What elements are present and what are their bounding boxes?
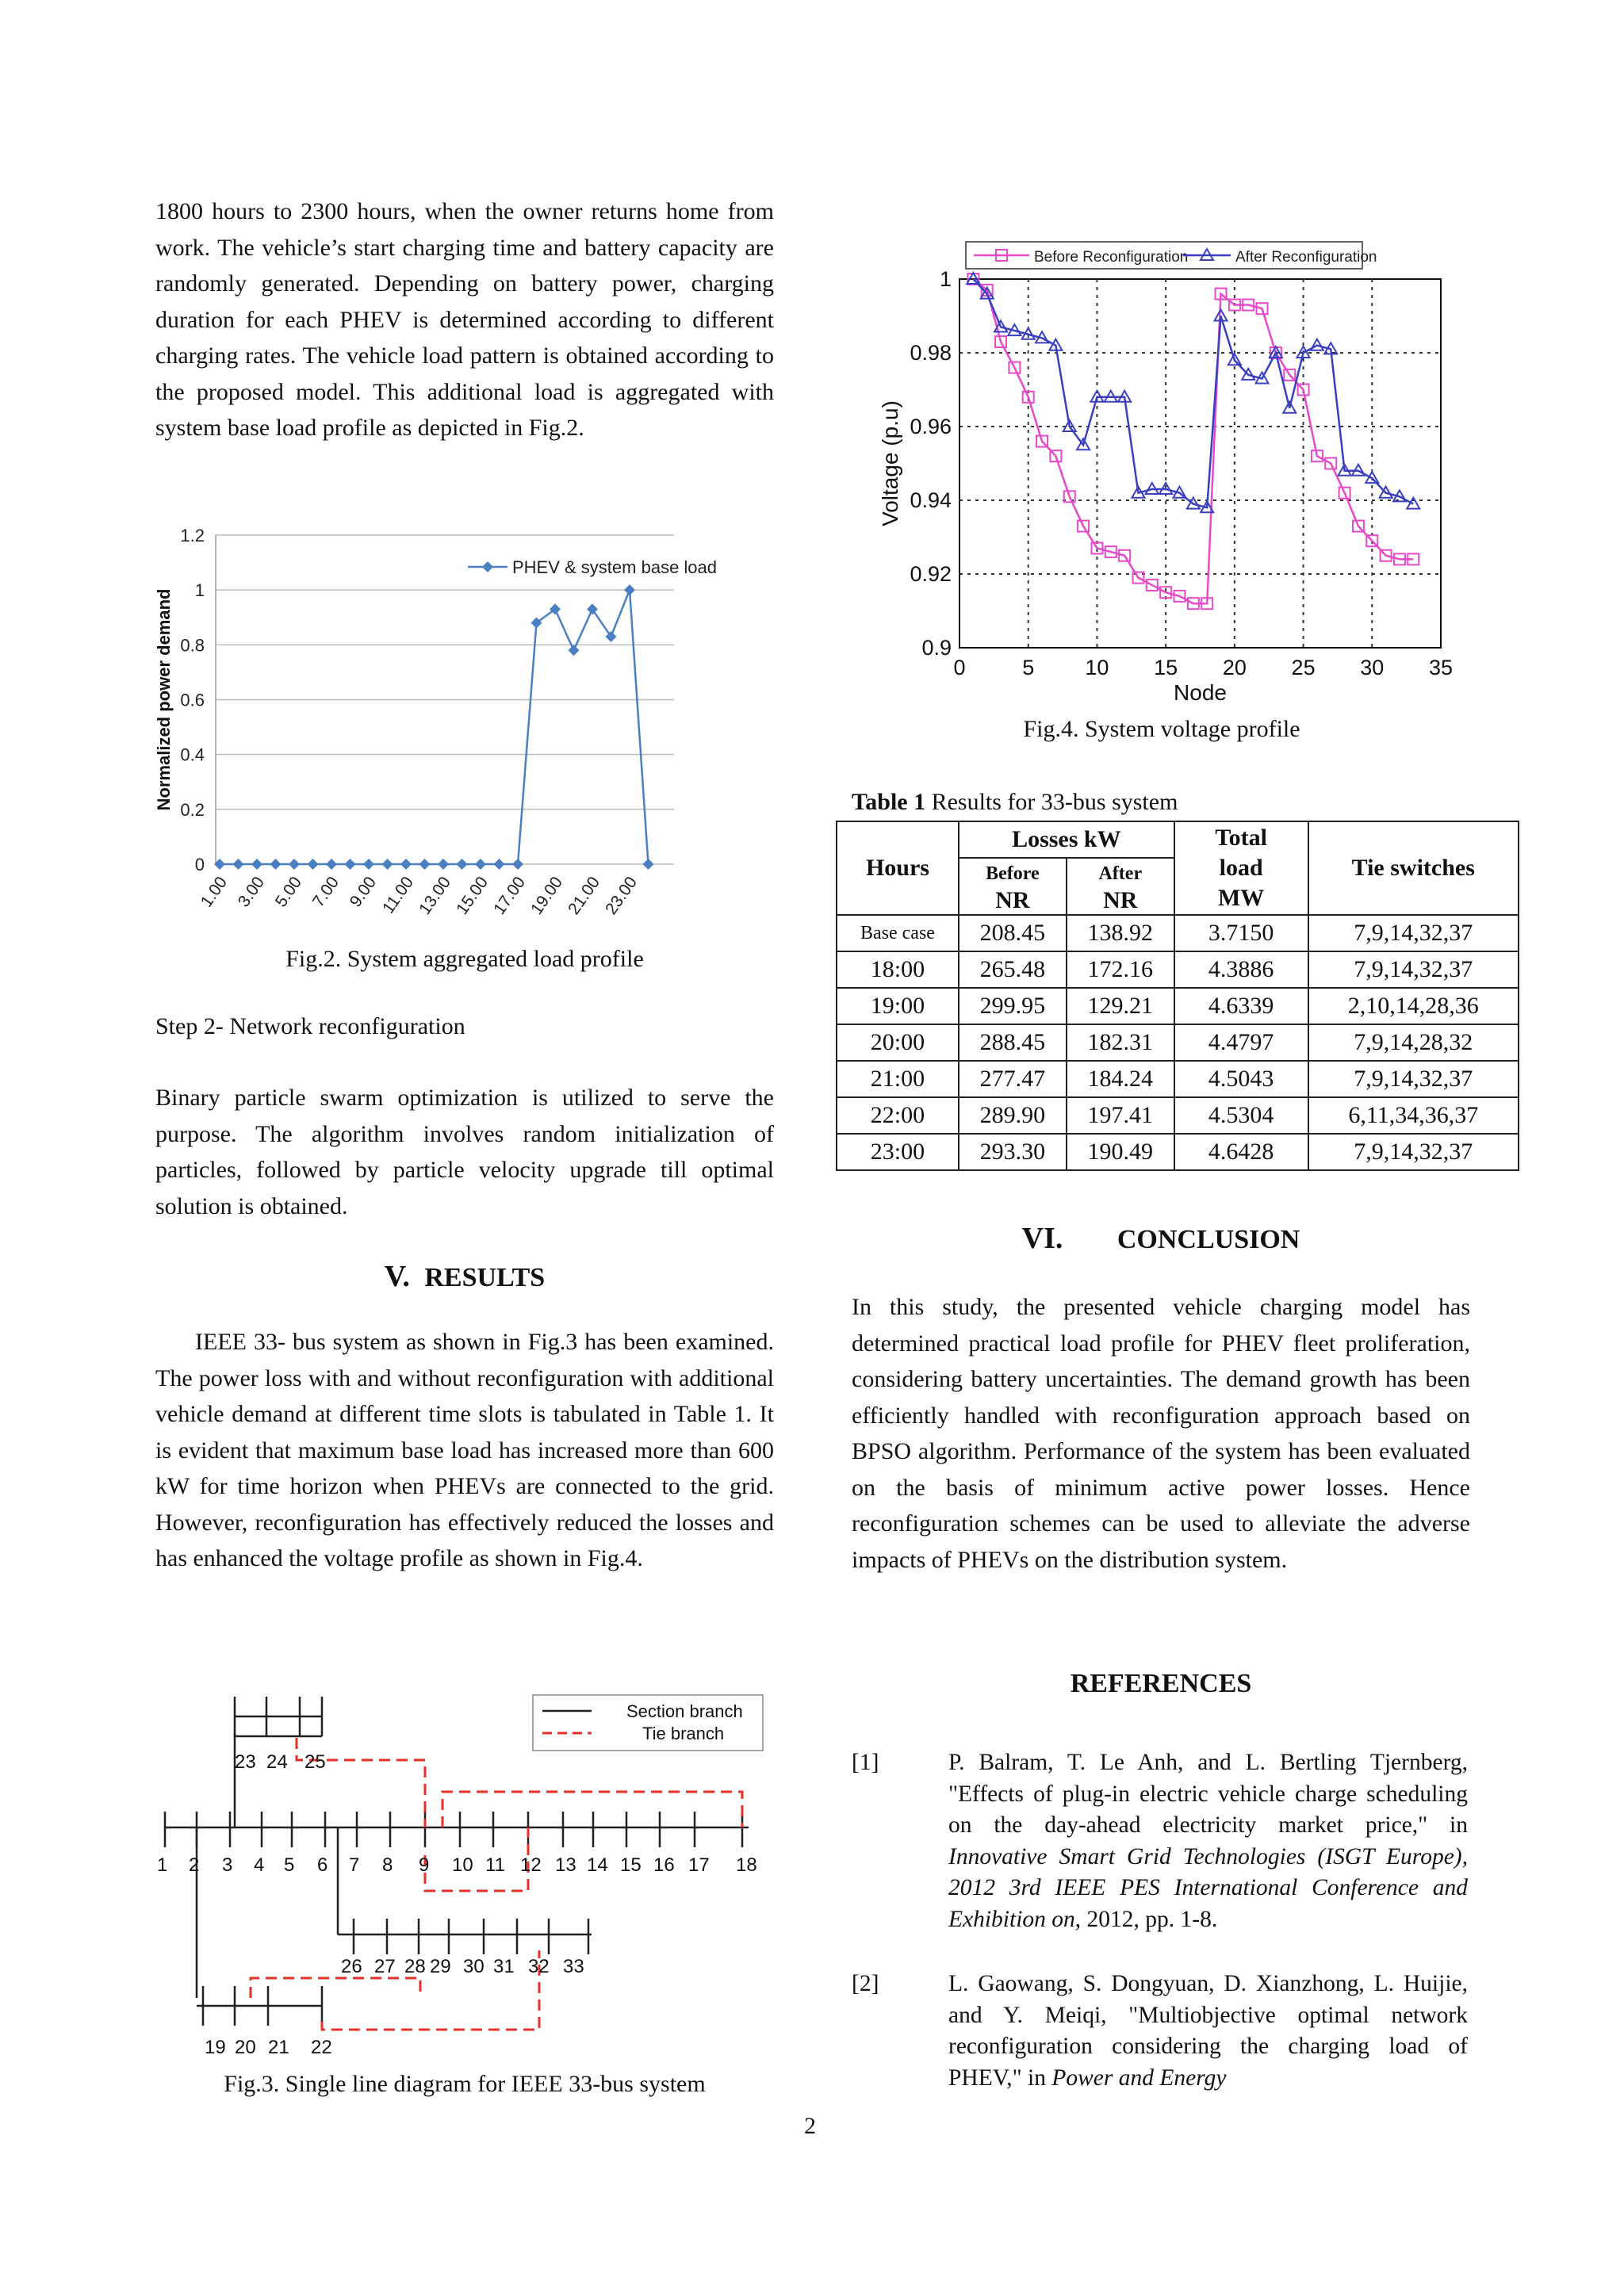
cell-tie: 7,9,14,32,37 xyxy=(1308,1061,1519,1097)
cell-tie: 7,9,14,32,37 xyxy=(1308,1134,1519,1170)
x-tick-label: 17.00 xyxy=(490,873,530,918)
fig3-legend xyxy=(533,1695,763,1751)
table-row xyxy=(837,915,1519,951)
y-tick-label: 0.94 xyxy=(910,488,952,512)
reference-text-b: , 2012, pp. 1-8. xyxy=(1074,1906,1218,1932)
fig4-chart xyxy=(872,230,1463,710)
header-before-bottom: NR xyxy=(995,887,1030,913)
x-tick-label: 7.00 xyxy=(308,873,343,911)
y-axis-label: Voltage (p.u) xyxy=(878,400,902,526)
conclusion-heading-number: VI. xyxy=(1021,1222,1063,1255)
bus-label: 10 xyxy=(452,1854,473,1876)
cell-total: 4.3886 xyxy=(1174,951,1308,988)
bus-label: 26 xyxy=(341,1956,362,1977)
bus-label: 15 xyxy=(620,1854,642,1876)
results-table xyxy=(836,821,1519,1171)
data-point xyxy=(475,859,486,870)
data-point xyxy=(270,859,282,870)
header-before-top: Before xyxy=(986,863,1040,884)
data-point xyxy=(363,859,374,870)
legend-tie-label: Tie branch xyxy=(642,1724,725,1743)
data-point xyxy=(233,859,244,870)
data-point xyxy=(419,859,431,870)
cell-total: 4.5043 xyxy=(1174,1061,1308,1097)
cell-hours: 18:00 xyxy=(837,951,959,988)
y-tick-label: 0.98 xyxy=(910,341,952,365)
y-tick-label: 0.2 xyxy=(180,799,205,820)
main-bus-bars xyxy=(165,1812,742,1847)
data-point xyxy=(345,859,356,870)
bus-label: 18 xyxy=(736,1854,757,1876)
x-tick-label: 15 xyxy=(1154,656,1178,679)
table1-caption-bold: Table 1 xyxy=(852,789,926,815)
bus-label: 17 xyxy=(688,1854,710,1876)
cell-before: 299.95 xyxy=(959,988,1067,1024)
bus-label: 24 xyxy=(266,1751,288,1773)
references-heading: REFERENCES xyxy=(1070,1669,1252,1698)
cell-hours: 20:00 xyxy=(837,1024,959,1061)
x-tick-label: 1.00 xyxy=(197,873,232,911)
cell-hours: Base case xyxy=(837,915,959,951)
x-tick-label: 5 xyxy=(1022,656,1035,679)
x-tick-label: 13.00 xyxy=(416,873,455,918)
left-column xyxy=(155,193,774,446)
bus-label: 13 xyxy=(555,1854,576,1876)
reference-venue: Innovative Smart Grid Technologies (ISGT Europe), 2012 3rd IEEE PES International Conference and Exhibition on xyxy=(948,1843,1468,1932)
y-tick-label: 0.6 xyxy=(180,690,205,710)
x-tick-label: 9.00 xyxy=(346,873,381,911)
table1-caption-rest: Results for 33-bus system xyxy=(925,789,1178,815)
fig4-caption: Fig.4. System voltage profile xyxy=(1023,716,1300,742)
header-hours: Hours xyxy=(837,821,959,915)
reference-item xyxy=(852,1747,1470,1932)
results-paragraph: IEEE 33- bus system as shown in Fig.3 has been examined. The power loss with and without reconfiguration with additional vehicle demand at different time slots is tabulated in Table 1. It is evident that maximum base load has increased more than 600 kW for time horizon when PHEVs are connected to the grid. However, reconfiguration has effectively reduced the losses and has enhanced the voltage profile as shown in Fig.4. xyxy=(155,1329,774,1571)
legend-label: After Reconfiguration xyxy=(1235,249,1377,266)
x-tick-label: 5.00 xyxy=(271,873,306,911)
table-body xyxy=(837,915,1519,1170)
x-tick-label: 10 xyxy=(1085,656,1109,679)
x-tick-label: 0 xyxy=(953,656,966,679)
bus-label: 9 xyxy=(419,1854,430,1876)
header-total-line3: MW xyxy=(1217,885,1265,911)
fig3-bus-labels xyxy=(157,1751,757,2058)
cell-hours: 23:00 xyxy=(837,1134,959,1170)
cell-after: 190.49 xyxy=(1067,1134,1174,1170)
conclusion-heading-text: CONCLUSION xyxy=(1116,1225,1300,1254)
x-tick-label: 11.00 xyxy=(379,873,418,917)
cell-after: 184.24 xyxy=(1067,1061,1174,1097)
data-point xyxy=(400,859,412,870)
bus-label: 8 xyxy=(382,1854,393,1876)
cell-before: 277.47 xyxy=(959,1061,1067,1097)
intro-paragraph: 1800 hours to 2300 hours, when the owner returns home from work. The vehicle’s start charging time and battery capacity are randomly generated. Depending on battery power, charging duration for each PHEV is determined according to different charging rates. The vehicle load pattern is obtained according to the proposed model. This additional load is aggregated with system base load profile as depicted in Fig.2. xyxy=(155,198,774,441)
cell-hours: 19:00 xyxy=(837,988,959,1024)
bus-label: 6 xyxy=(317,1854,328,1876)
header-after xyxy=(1067,858,1174,915)
data-point xyxy=(382,859,393,870)
cell-after: 172.16 xyxy=(1067,951,1174,988)
y-tick-label: 1.2 xyxy=(180,526,205,545)
bus-label: 12 xyxy=(520,1854,542,1876)
bus-label: 4 xyxy=(254,1854,265,1876)
series-line xyxy=(220,590,649,864)
legend-label: PHEV & system base load xyxy=(512,557,718,577)
header-after-bottom: NR xyxy=(1103,887,1138,913)
legend-section-label: Section branch xyxy=(626,1701,743,1721)
cell-total: 3.7150 xyxy=(1174,915,1308,951)
bpso-paragraph: Binary particle swarm optimization is utilized to serve the purpose. The algorithm involves random initialization of particles, followed by particle velocity upgrade till optimal solution is obtained. xyxy=(155,1085,774,1219)
y-tick-label: 0.9 xyxy=(921,636,952,660)
reference-text-a: L. Gaowang, S. Dongyuan, D. Xianzhong, L. Huijie, and Y. Meiqi, "Multiobjective optimal network reconfiguration considering the charging load of PHEV," in xyxy=(948,1971,1468,2091)
reference-venue: Power and Energy xyxy=(1051,2064,1227,2091)
reference-text-a: P. Balram, T. Le Anh, and L. Bertling Tjernberg, "Effects of plug-in electric vehicle charge scheduling on the day-ahead electricity market price," in xyxy=(948,1750,1468,1838)
data-point xyxy=(643,859,654,870)
cell-after: 197.41 xyxy=(1067,1097,1174,1134)
cell-after: 182.31 xyxy=(1067,1024,1174,1061)
reference-text xyxy=(948,1747,1468,1935)
fig3-diagram xyxy=(155,1681,774,2069)
bus-label: 32 xyxy=(528,1956,550,1977)
cell-before: 208.45 xyxy=(959,915,1067,951)
data-point xyxy=(326,859,337,870)
table-row xyxy=(837,1024,1519,1061)
y-tick-label: 0.4 xyxy=(180,744,205,765)
data-point xyxy=(438,859,449,870)
results-heading-text: RESULTS xyxy=(424,1263,546,1292)
bus-label: 2 xyxy=(189,1854,200,1876)
y-axis-label: Normalized power demand xyxy=(154,588,174,811)
data-point xyxy=(308,859,319,870)
cell-hours: 22:00 xyxy=(837,1097,959,1134)
bus-label: 29 xyxy=(430,1956,451,1977)
reference-number: [1] xyxy=(852,1750,879,1775)
fig2-chart xyxy=(151,519,718,947)
data-point xyxy=(606,631,617,642)
header-before xyxy=(959,858,1067,915)
cell-before: 265.48 xyxy=(959,951,1067,988)
cell-before: 288.45 xyxy=(959,1024,1067,1061)
bus-label: 19 xyxy=(205,2037,226,2058)
tie-branches xyxy=(251,1738,742,2030)
data-point xyxy=(251,859,262,870)
cell-tie: 2,10,14,28,36 xyxy=(1308,988,1519,1024)
table-row xyxy=(837,1097,1519,1134)
bus-label: 14 xyxy=(587,1854,608,1876)
bus-label: 31 xyxy=(493,1956,515,1977)
bus-label: 1 xyxy=(157,1854,168,1876)
cell-total: 4.6428 xyxy=(1174,1134,1308,1170)
legend-label: Before Reconfiguration xyxy=(1034,249,1189,266)
header-total-line2: load xyxy=(1219,855,1263,881)
x-tick-label: 15.00 xyxy=(453,873,492,918)
header-total-line1: Total xyxy=(1215,825,1267,851)
table-row xyxy=(837,1134,1519,1170)
fig3-caption: Fig.3. Single line diagram for IEEE 33-bus system xyxy=(224,2071,706,2097)
bus-label: 22 xyxy=(311,2037,332,2058)
data-point xyxy=(624,584,635,595)
bus-label: 23 xyxy=(235,1751,256,1773)
x-tick-label: 25 xyxy=(1291,656,1316,679)
legend-swatch-marker xyxy=(482,561,493,572)
results-heading-number: V. xyxy=(384,1260,410,1293)
bus-label: 3 xyxy=(222,1854,233,1876)
x-tick-label: 30 xyxy=(1360,656,1385,679)
cell-after: 129.21 xyxy=(1067,988,1174,1024)
data-point xyxy=(457,859,468,870)
table-row xyxy=(837,988,1519,1024)
results-heading xyxy=(155,1259,774,1294)
bus-label: 30 xyxy=(463,1956,485,1977)
bus-label: 28 xyxy=(404,1956,426,1977)
table-row xyxy=(837,1061,1519,1097)
data-point xyxy=(569,645,580,656)
cell-hours: 21:00 xyxy=(837,1061,959,1097)
bus-label: 25 xyxy=(304,1751,326,1773)
y-tick-label: 1 xyxy=(939,267,952,291)
cell-total: 4.4797 xyxy=(1174,1024,1308,1061)
x-tick-label: 19.00 xyxy=(527,873,567,918)
fig2-caption: Fig.2. System aggregated load profile xyxy=(285,946,644,972)
cell-after: 138.92 xyxy=(1067,915,1174,951)
bus-label: 27 xyxy=(374,1956,396,1977)
cell-tie: 6,11,34,36,37 xyxy=(1308,1097,1519,1134)
y-tick-label: 0.96 xyxy=(910,415,952,438)
bus-label: 21 xyxy=(268,2037,289,2058)
cell-before: 293.30 xyxy=(959,1134,1067,1170)
data-point xyxy=(512,859,523,870)
bus-label: 20 xyxy=(235,2037,256,2058)
cell-tie: 7,9,14,32,37 xyxy=(1308,951,1519,988)
reference-text xyxy=(948,1969,1468,2094)
table-row xyxy=(837,951,1519,988)
x-tick-label: 23.00 xyxy=(602,873,642,918)
cell-total: 4.6339 xyxy=(1174,988,1308,1024)
header-losses: Losses kW xyxy=(959,821,1174,858)
x-tick-label: 3.00 xyxy=(234,873,269,911)
conclusion-heading xyxy=(852,1221,1470,1256)
bus-label: 16 xyxy=(653,1854,675,1876)
header-after-top: After xyxy=(1098,863,1143,884)
bus-label: 5 xyxy=(284,1854,295,1876)
page-number: 2 xyxy=(804,2113,816,2139)
cell-before: 289.90 xyxy=(959,1097,1067,1134)
y-tick-label: 0.8 xyxy=(180,635,205,656)
cell-total: 4.5304 xyxy=(1174,1097,1308,1134)
header-total xyxy=(1174,821,1308,915)
data-point xyxy=(587,603,598,614)
header-tie: Tie switches xyxy=(1308,821,1519,915)
cell-tie: 7,9,14,28,32 xyxy=(1308,1024,1519,1061)
conclusion-paragraph: In this study, the presented vehicle charging model has determined practical load profile for PHEV fleet proliferation, considering battery uncertainties. The demand growth has been efficiently handled with reconfiguration approach based on BPSO algorithm. Performance of the system has been evaluated on the basis of minimum active power losses. Hence reconfiguration schemes can be used to alleviate the adverse impacts of PHEVs on the distribution system. xyxy=(852,1294,1470,1573)
bus-label: 33 xyxy=(563,1956,584,1977)
y-tick-label: 0.92 xyxy=(910,562,952,586)
reference-number: [2] xyxy=(852,1971,879,1996)
x-tick-label: 21.00 xyxy=(565,873,604,918)
x-tick-label: 35 xyxy=(1428,656,1454,679)
bus-label: 7 xyxy=(349,1854,360,1876)
bus-label: 11 xyxy=(485,1854,505,1876)
table1-caption xyxy=(852,789,1178,816)
x-tick-label: 20 xyxy=(1222,656,1247,679)
data-point xyxy=(289,859,300,870)
data-point xyxy=(494,859,505,870)
y-tick-label: 0 xyxy=(194,855,205,874)
step2-label: Step 2- Network reconfiguration xyxy=(155,1013,465,1039)
reference-item xyxy=(852,1969,1470,2095)
y-tick-label: 1 xyxy=(194,580,205,601)
x-axis-label: Node xyxy=(1174,680,1227,705)
cell-tie: 7,9,14,32,37 xyxy=(1308,915,1519,951)
